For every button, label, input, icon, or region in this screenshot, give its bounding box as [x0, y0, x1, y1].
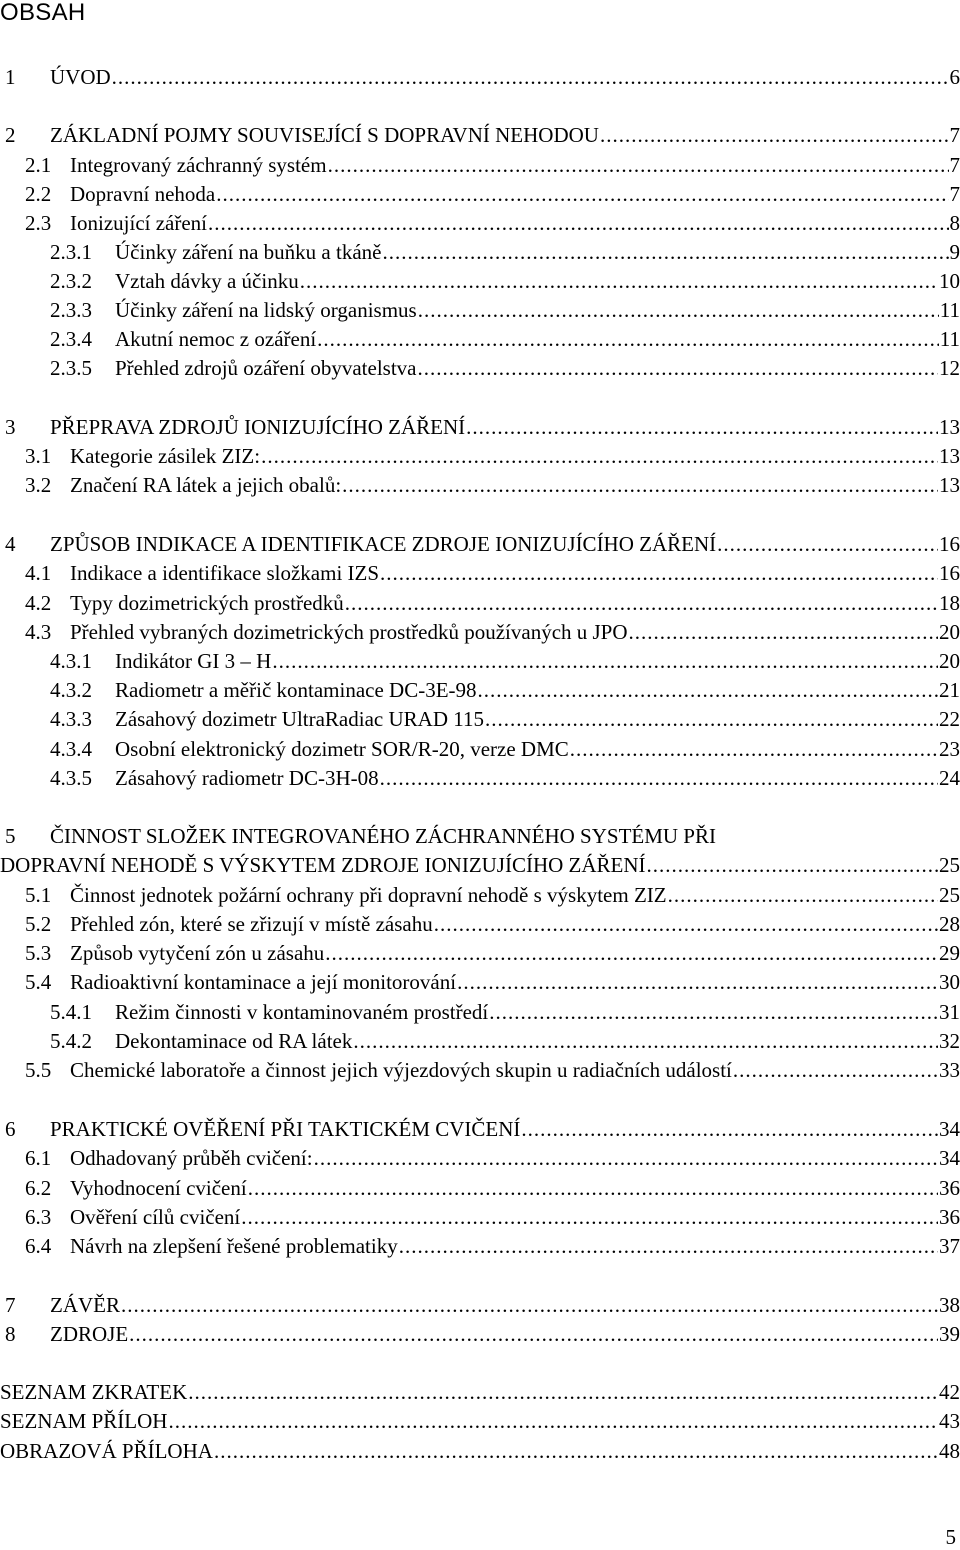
toc-entry-page: 36: [939, 1176, 960, 1200]
toc-entry-number: 3.2: [25, 473, 52, 497]
dot-leader: [717, 531, 938, 557]
toc-entry-page: 32: [939, 1029, 960, 1053]
toc-entry-page: 29: [939, 941, 960, 965]
dot-leader: [342, 472, 938, 498]
toc-entry-title: Vyhodnocení cvičení: [70, 1176, 247, 1200]
toc-entry-number: 2.2: [25, 182, 52, 206]
toc-entry-title: ČINNOST SLOŽEK INTEGROVANÉHO ZÁCHRANNÉHO SYSTÉMU PŘI: [50, 824, 716, 848]
toc-entry-title: Účinky záření na buňku a tkáně: [115, 240, 382, 264]
toc-entry-page: 36: [939, 1205, 960, 1229]
toc-entry-page: 11: [939, 298, 960, 322]
toc-entry: [0, 443, 960, 469]
toc-entry-page: 22: [939, 707, 960, 731]
toc-entry: [0, 1028, 960, 1054]
toc-entry: [0, 765, 960, 791]
toc-entry-page: 7: [949, 153, 960, 177]
toc-entry-page: 7: [949, 123, 960, 147]
dot-leader: [248, 1175, 938, 1201]
toc-entry: [0, 1233, 960, 1259]
toc-entry-title: ZDROJE: [50, 1322, 129, 1346]
toc-entry-title: Typy dozimetrických prostředků: [70, 591, 344, 615]
toc-entry-title: Zásahový radiometr DC-3H-08: [115, 766, 379, 790]
dot-leader: [382, 239, 948, 265]
toc-entry-number: 2.3.3: [50, 298, 92, 322]
toc-entry-page: 48: [939, 1439, 960, 1463]
toc-entry: [0, 1175, 960, 1201]
toc-entry-number: 5.5: [25, 1058, 52, 1082]
toc-entry-page: 11: [939, 327, 960, 351]
toc-entry-page: 10: [939, 269, 960, 293]
toc-entry-number: 5.1: [25, 883, 52, 907]
toc-entry-page: 39: [939, 1322, 960, 1346]
toc-entry: [0, 1145, 960, 1171]
dot-leader: [272, 648, 938, 674]
toc-entry-page: 16: [939, 532, 960, 556]
toc-entry-number: 2.3.2: [50, 269, 92, 293]
dot-leader: [112, 64, 949, 90]
dot-leader: [457, 969, 938, 995]
toc-entry-title: Ověření cílů cvičení: [70, 1205, 241, 1229]
toc-entry: [0, 181, 960, 207]
toc-entry-number: 4.3: [25, 620, 52, 644]
toc-entry-title: Činnost jednotek požární ochrany při dopravní nehodě s výskytem ZIZ: [70, 883, 667, 907]
toc-entry-number: 1: [5, 65, 16, 89]
dot-leader: [570, 736, 938, 762]
toc-entry-page: 20: [939, 649, 960, 673]
toc-entry-page: 21: [939, 678, 960, 702]
toc-entry-page: 25: [939, 883, 960, 907]
toc-entry: [0, 940, 960, 966]
toc-entry: [0, 969, 960, 995]
dot-leader: [668, 882, 938, 908]
dot-leader: [261, 443, 938, 469]
toc-entry-page: 13: [939, 473, 960, 497]
toc-entry: [0, 326, 960, 352]
toc-entry-title: Značení RA látek a jejich obalů:: [70, 473, 342, 497]
toc-entry: [0, 1408, 960, 1434]
toc-entry-title: Přehled zdrojů ozáření obyvatelstva: [115, 356, 417, 380]
dot-leader: [325, 940, 938, 966]
toc-entry-page: 9: [949, 240, 960, 264]
toc-entry: [0, 560, 960, 586]
toc-entry-number: 2.3.4: [50, 327, 92, 351]
toc-entry: [0, 1204, 960, 1230]
toc-entry: [0, 152, 960, 178]
toc-entry: [0, 355, 960, 381]
toc-entry-page: 31: [939, 1000, 960, 1024]
toc-entry-title: Účinky záření na lidský organismus: [115, 298, 417, 322]
toc-entry-number: 7: [5, 1293, 16, 1317]
toc-entry-number: 5.2: [25, 912, 52, 936]
dot-leader: [300, 268, 938, 294]
toc-entry-title: Radiometr a měřič kontaminace DC-3E-98: [115, 678, 477, 702]
toc-entry-title: PŘEPRAVA ZDROJŮ IONIZUJÍCÍHO ZÁŘENÍ: [50, 415, 466, 439]
toc-entry: [0, 414, 960, 440]
toc-entry-number: 4.3.5: [50, 766, 92, 790]
toc-entry-title: Přehled zón, které se zřizují v místě zásahu: [70, 912, 433, 936]
toc-entry-page: 16: [939, 561, 960, 585]
toc-entry-title: Dekontaminace od RA látek: [115, 1029, 353, 1053]
toc-entry-page: 28: [939, 912, 960, 936]
toc-entry: [0, 472, 960, 498]
dot-leader: [600, 122, 949, 148]
toc-entry-title: OBRAZOVÁ PŘÍLOHA: [0, 1439, 213, 1463]
toc-entry: [0, 210, 960, 236]
toc-entry-title: ZÁVĚR: [50, 1293, 120, 1317]
toc-entry: [0, 590, 960, 616]
toc-entry-number: 8: [5, 1322, 16, 1346]
dot-leader: [317, 326, 939, 352]
dot-leader: [380, 765, 938, 791]
toc-entry: [0, 911, 960, 937]
toc-entry: [0, 1292, 960, 1318]
dot-leader: [489, 999, 938, 1025]
toc-entry-title: PRAKTICKÉ OVĚŘENÍ PŘI TAKTICKÉM CVIČENÍ: [50, 1117, 521, 1141]
toc-entry-number: 2.1: [25, 153, 52, 177]
toc-entry-page: 42: [939, 1380, 960, 1404]
toc-entry-number: 2.3.5: [50, 356, 92, 380]
dot-leader: [188, 1379, 938, 1405]
dot-leader: [129, 1321, 938, 1347]
toc-entry-number: 6: [5, 1117, 16, 1141]
dot-leader: [418, 297, 939, 323]
toc-entry-title: Indikace a identifikace složkami IZS: [70, 561, 380, 585]
page-title: OBSAH: [0, 0, 86, 26]
toc-entry-number: 2.3.1: [50, 240, 92, 264]
toc-entry: [0, 706, 960, 732]
toc-entry: [0, 852, 960, 878]
toc-entry-number: 4.3.1: [50, 649, 92, 673]
toc-entry-number: 5.4: [25, 970, 52, 994]
dot-leader: [466, 414, 938, 440]
toc-entry-page: 43: [939, 1409, 960, 1433]
toc-entry-title: Integrovaný záchranný systém: [70, 153, 327, 177]
toc-entry-title: Chemické laboratoře a činnost jejich výjezdových skupin u radiačních událostí: [70, 1058, 732, 1082]
dot-leader: [328, 152, 949, 178]
toc-entry-title: Akutní nemoc z ozáření: [115, 327, 317, 351]
toc-entry-number: 6.1: [25, 1146, 52, 1170]
toc-entry-title: Dopravní nehoda: [70, 182, 216, 206]
toc-entry-page: 13: [939, 415, 960, 439]
toc-entry-number: 4.1: [25, 561, 52, 585]
toc-entry-title: Indikátor GI 3 – H: [115, 649, 272, 673]
toc-entry: [0, 648, 960, 674]
toc-entry-number: 4.3.2: [50, 678, 92, 702]
toc-entry-title: Způsob vytyčení zón u zásahu: [70, 941, 325, 965]
toc-entry-title: Osobní elektronický dozimetr SOR/R-20, verze DMC: [115, 737, 569, 761]
toc-entry-page: 34: [939, 1117, 960, 1141]
toc-entry-title: Ionizující záření: [70, 211, 208, 235]
toc-entry-number: 2.3: [25, 211, 52, 235]
dot-leader: [314, 1145, 938, 1171]
toc-entry-page: 18: [939, 591, 960, 615]
dot-leader: [353, 1028, 938, 1054]
dot-leader: [345, 590, 938, 616]
toc-entry-title: SEZNAM PŘÍLOH: [0, 1409, 168, 1433]
toc-entry-title: Kategorie zásilek ZIZ:: [70, 444, 261, 468]
toc-entry-title: Radioaktivní kontaminace a její monitorování: [70, 970, 457, 994]
toc-entry-number: 3: [5, 415, 16, 439]
toc-entry: [0, 619, 960, 645]
toc-entry: [0, 736, 960, 762]
toc-entry-page: 13: [939, 444, 960, 468]
toc-entry-page: 20: [939, 620, 960, 644]
toc-entry: [0, 64, 960, 90]
toc-entry: [0, 677, 960, 703]
dot-leader: [241, 1204, 938, 1230]
dot-leader: [214, 1438, 938, 1464]
dot-leader: [434, 911, 938, 937]
toc-entry-page: 33: [939, 1058, 960, 1082]
dot-leader: [417, 355, 938, 381]
toc-entry: [0, 531, 960, 557]
toc-entry: [0, 1379, 960, 1405]
dot-leader: [733, 1057, 938, 1083]
toc-entry-title: Vztah dávky a účinku: [115, 269, 299, 293]
toc-entry-number: 5.4.1: [50, 1000, 92, 1024]
toc-entry: [0, 239, 960, 265]
dot-leader: [485, 706, 938, 732]
dot-leader: [647, 852, 938, 878]
toc-entry-page: 12: [939, 356, 960, 380]
toc-entry: [0, 823, 960, 849]
toc-entry-title: ZÁKLADNÍ POJMY SOUVISEJÍCÍ S DOPRAVNÍ NEHODOU: [50, 123, 599, 147]
toc-entry-page: 6: [949, 65, 960, 89]
toc-entry-number: 4.2: [25, 591, 52, 615]
toc-entry: [0, 999, 960, 1025]
toc-entry-title: ÚVOD: [50, 65, 111, 89]
toc-entry-title: Režim činnosti v kontaminovaném prostředí: [115, 1000, 489, 1024]
toc-entry-page: 7: [949, 182, 960, 206]
toc-entry-page: 25: [939, 853, 960, 877]
toc-entry: [0, 1321, 960, 1347]
toc-entry-number: 6.3: [25, 1205, 52, 1229]
dot-leader: [629, 619, 938, 645]
toc-entry-number: 4.3.3: [50, 707, 92, 731]
toc-entry-title: Přehled vybraných dozimetrických prostředků používaných u JPO: [70, 620, 628, 644]
toc-entry: [0, 1438, 960, 1464]
toc-entry-number: 4: [5, 532, 16, 556]
toc-entry-page: 30: [939, 970, 960, 994]
toc-entry-number: 5.4.2: [50, 1029, 92, 1053]
toc-entry-title: Návrh na zlepšení řešené problematiky: [70, 1234, 398, 1258]
toc-entry-number: 4.3.4: [50, 737, 92, 761]
toc-entry-title: ZPŮSOB INDIKACE A IDENTIFIKACE ZDROJE IONIZUJÍCÍHO ZÁŘENÍ: [50, 532, 717, 556]
dot-leader: [208, 210, 948, 236]
toc-entry-page: 34: [939, 1146, 960, 1170]
toc-entry-number: 3.1: [25, 444, 52, 468]
dot-leader: [478, 677, 938, 703]
dot-leader: [168, 1408, 938, 1434]
toc-entry-title: Odhadovaný průběh cvičení:: [70, 1146, 313, 1170]
toc-entry-number: 2: [5, 123, 16, 147]
toc-entry-page: 8: [949, 211, 960, 235]
toc-entry: [0, 122, 960, 148]
toc-entry: [0, 297, 960, 323]
toc-entry: [0, 882, 960, 908]
dot-leader: [521, 1116, 938, 1142]
toc-entry-page: 38: [939, 1293, 960, 1317]
toc-entry-title: Zásahový dozimetr UltraRadiac URAD 115: [115, 707, 484, 731]
dot-leader: [380, 560, 938, 586]
toc-entry-page: 23: [939, 737, 960, 761]
dot-leader: [121, 1292, 938, 1318]
toc-entry-title: DOPRAVNÍ NEHODĚ S VÝSKYTEM ZDROJE IONIZUJÍCÍHO ZÁŘENÍ: [0, 853, 646, 877]
dot-leader: [216, 181, 948, 207]
dot-leader: [399, 1233, 938, 1259]
toc-entry-number: 5.3: [25, 941, 52, 965]
toc-entry: [0, 268, 960, 294]
toc-entry-title: SEZNAM ZKRATEK: [0, 1380, 188, 1404]
toc-entry-page: 37: [939, 1234, 960, 1258]
toc-entry-number: 6.4: [25, 1234, 52, 1258]
toc-entry: [0, 1116, 960, 1142]
toc-entry: [0, 1057, 960, 1083]
toc-entry-page: 24: [939, 766, 960, 790]
toc-entry-number: 5: [5, 824, 16, 848]
page-number: 5: [945, 1525, 956, 1549]
toc-entry-number: 6.2: [25, 1176, 52, 1200]
